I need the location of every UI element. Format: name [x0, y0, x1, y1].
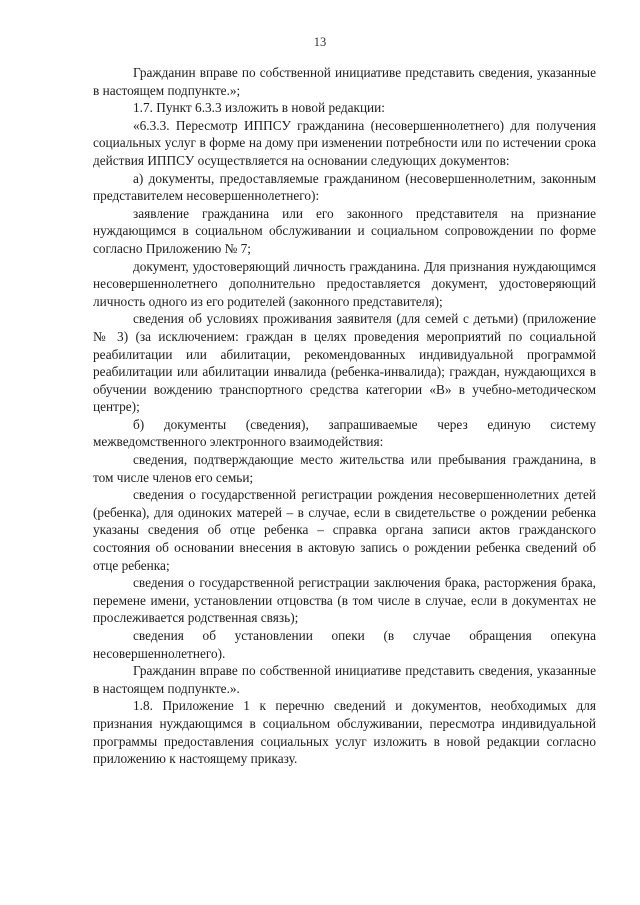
- paragraph: документ, удостоверяющий личность гражданина. Для признания нуждающимся несовершеннолетнего дополнительно предоставляется документ, удостоверяющий личность одного из его родителей (законного представителя);: [93, 258, 596, 309]
- paragraph: а) документы, предоставляемые гражданином (несовершеннолетним, законным представителем несовершеннолетнего):: [93, 170, 596, 204]
- paragraph: 1.8. Приложение 1 к перечню сведений и документов, необходимых для признания нуждающимся в социальном обслуживании, пересмотра индивидуальной программы предоставления социальных услуг изложить в новой редакции согласно приложению к настоящему приказу.: [93, 698, 596, 767]
- document-body: [93, 64, 596, 768]
- paragraph: сведения об установлении опеки (в случае обращения опекуна несовершеннолетнего).: [93, 628, 596, 661]
- paragraph: сведения об условиях проживания заявителя (для семей с детьми) (приложение № 3) (за исключением: граждан в целях проведения мероприятий по социальной реабилитации или абилитации, рекомендованных индивидуальной программой реабилитации или абилитации инвалида (ребенка-инвалида); граждан, нуждающихся в обучении вождению транспортного средства категории «В» в учебно-методическом центре);: [93, 311, 596, 415]
- paragraph: сведения, подтверждающие место жительства или пребывания гражданина, в том числе членов его семьи;: [93, 452, 596, 485]
- paragraph: 1.7. Пункт 6.3.3 изложить в новой редакции:: [133, 100, 385, 116]
- paragraph: сведения о государственной регистрации рождения несовершеннолетних детей (ребенка), для одиноких матерей – в случае, если в свидетельстве о рождении ребенка указаны сведения об отце ребенка – справка органа записи актов гражданского состояния об основании внесения в актовую запись о рождении ребенка сведений об отце ребенка;: [93, 487, 596, 573]
- paragraph: б) документы (сведения), запрашиваемые через единую систему межведомственного электронного взаимодействия:: [93, 416, 596, 450]
- paragraph: сведения о государственной регистрации заключения брака, расторжения брака, перемене имени, установлении отцовства (в том числе в случае, если в документах не прослеживается родственная связь);: [93, 575, 596, 626]
- page-number: 13: [313, 35, 327, 49]
- paragraph: заявление гражданина или его законного представителя на признание нуждающимся в социальном обслуживании и социальном сопровождении по форме согласно Приложению № 7;: [93, 205, 596, 256]
- paragraph: Гражданин вправе по собственной инициативе представить сведения, указанные в настоящем подпункте.».: [93, 663, 596, 696]
- paragraph: «6.3.3. Пересмотр ИППСУ гражданина (несовершеннолетнего) для получения социальных услуг в форме на дому при изменении потребности или по истечении срока действия ИППСУ осуществляется на основании следующих документов:: [93, 117, 596, 168]
- paragraph: Гражданин вправе по собственной инициативе представить сведения, указанные в настоящем подпункте.»;: [93, 65, 596, 98]
